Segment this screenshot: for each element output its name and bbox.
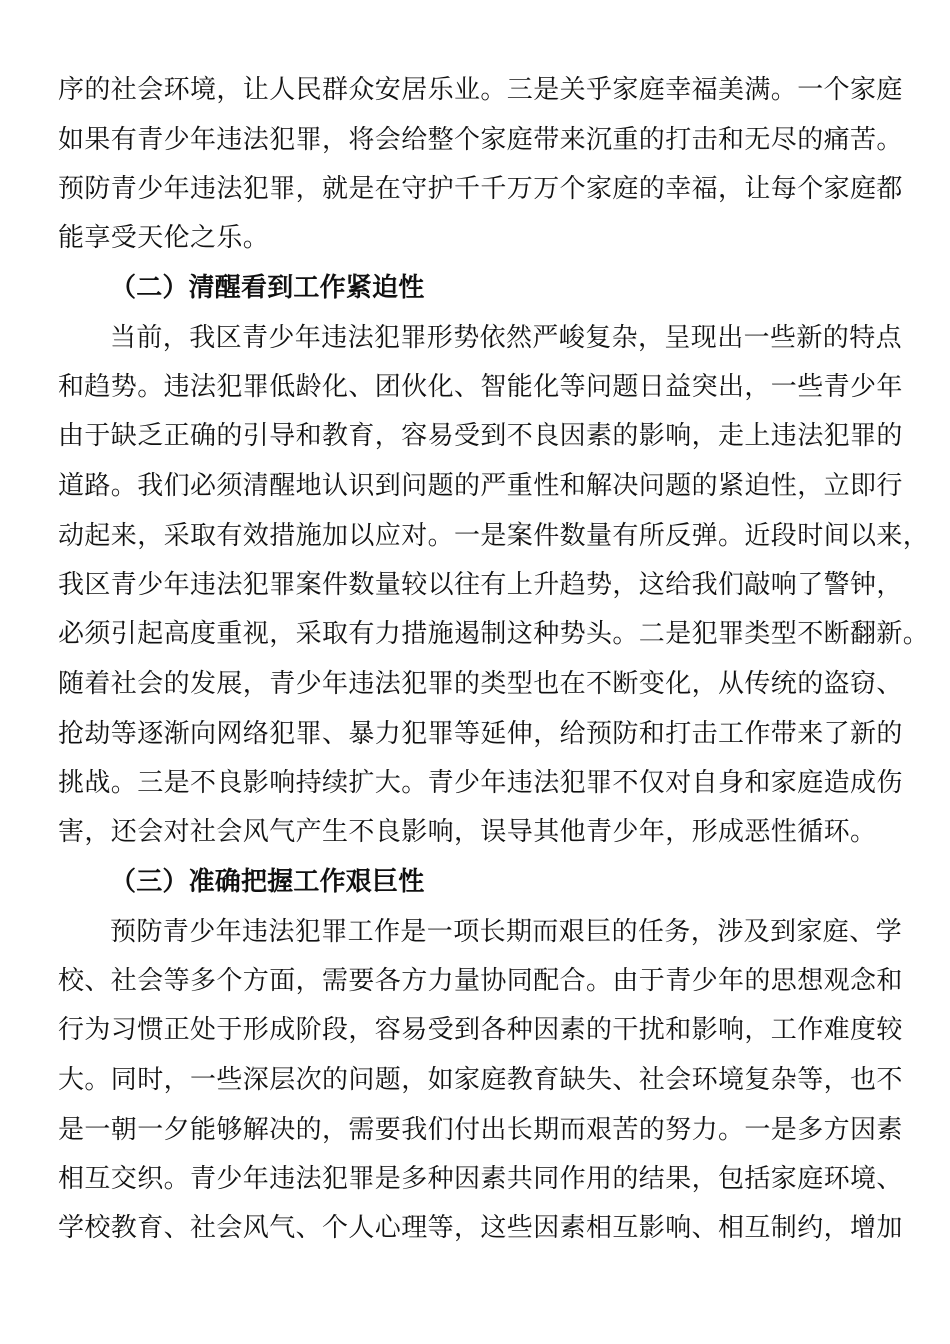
text-line: 动起来，采取有效措施加以应对。一是案件数量有所反弹。近段时间以来， [58,521,930,551]
text-line: 随着社会的发展，青少年违法犯罪的类型也在不断变化，从传统的盗窃、 [58,669,903,699]
section-heading: （三）准确把握工作艰巨性 [110,867,425,897]
text-line: 必须引起高度重视，采取有力措施遏制这种势头。二是犯罪类型不断翻新。 [58,619,930,649]
text-line: 序的社会环境，让人民群众安居乐业。三是关乎家庭幸福美满。一个家庭 [58,75,903,105]
text-line: 害，还会对社会风气产生不良影响，误导其他青少年，形成恶性循环。 [58,817,877,847]
text-line: 校、社会等多个方面，需要各方力量协同配合。由于青少年的思想观念和 [58,966,903,996]
text-line: 预防青少年违法犯罪，就是在守护千千万万个家庭的幸福，让每个家庭都 [58,174,903,204]
text-line: 相互交织。青少年违法犯罪是多种因素共同作用的结果，包括家庭环境、 [58,1164,903,1194]
paragraph-first-line: 预防青少年违法犯罪工作是一项长期而艰巨的任务，涉及到家庭、学 [110,917,903,947]
text-line: 学校教育、社会风气、个人心理等，这些因素相互影响、相互制约，增加 [58,1213,903,1243]
text-line: 行为习惯正处于形成阶段，容易受到各种因素的干扰和影响，工作难度较 [58,1015,903,1045]
text-line: 道路。我们必须清醒地认识到问题的严重性和解决问题的紧迫性，立即行 [58,471,903,501]
paragraph-first-line: 当前，我区青少年违法犯罪形势依然严峻复杂，呈现出一些新的特点 [110,323,903,353]
text-line: 能享受天伦之乐。 [58,223,270,253]
text-line: 挑战。三是不良影响持续扩大。青少年违法犯罪不仅对自身和家庭造成伤 [58,768,903,798]
text-line: 大。同时，一些深层次的问题，如家庭教育缺失、社会环境复杂等，也不 [58,1065,903,1095]
text-line: 是一朝一夕能够解决的，需要我们付出长期而艰苦的努力。一是多方因素 [58,1115,903,1145]
text-line: 和趋势。违法犯罪低龄化、团伙化、智能化等问题日益突出，一些青少年 [58,372,903,402]
text-line: 如果有青少年违法犯罪，将会给整个家庭带来沉重的打击和无尽的痛苦。 [58,125,903,155]
section-heading: （二）清醒看到工作紧迫性 [110,273,425,303]
text-line: 由于缺乏正确的引导和教育，容易受到不良因素的影响，走上违法犯罪的 [58,421,903,451]
text-line: 抢劫等逐渐向网络犯罪、暴力犯罪等延伸，给预防和打击工作带来了新的 [58,719,903,749]
text-line: 我区青少年违法犯罪案件数量较以往有上升趋势，这给我们敲响了警钟， [58,570,903,600]
